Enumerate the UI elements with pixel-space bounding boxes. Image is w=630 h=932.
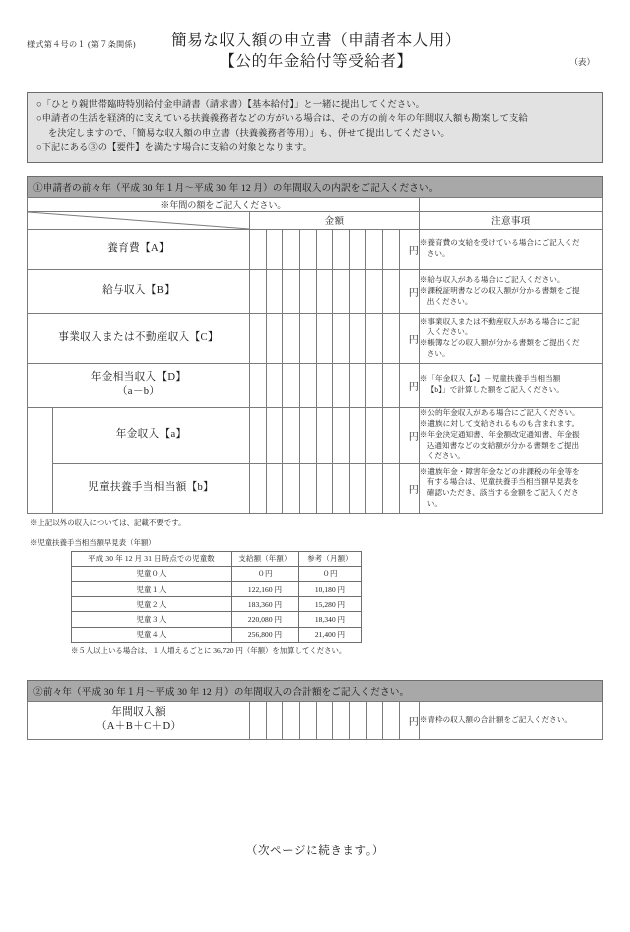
- digit-cell[interactable]: [366, 701, 383, 739]
- caution-cell-total: [419, 701, 602, 739]
- ref-header-annual: 支給額（年額）: [232, 551, 299, 566]
- total-income-label-text: 年間収入額: [111, 706, 166, 718]
- digit-cell[interactable]: [283, 363, 300, 407]
- ref-cell-label: 児童３人: [72, 612, 232, 627]
- annual-amount-note: ※年間の額をご記入ください。: [28, 197, 420, 211]
- digit-cell[interactable]: [250, 701, 267, 739]
- sub-note-row: [28, 197, 603, 211]
- digit-cell[interactable]: [300, 701, 317, 739]
- digit-cell[interactable]: [300, 363, 317, 407]
- page-footer: （次ページに続きます。）: [245, 845, 385, 857]
- digit-cell[interactable]: [250, 363, 267, 407]
- digit-cell[interactable]: [366, 269, 383, 313]
- caution-line: ※「年金収入【a】－児童扶養手当相当額: [419, 374, 561, 384]
- caution-line: ※年金決定通知書、年金額改定通知書、年金振: [419, 429, 580, 439]
- notice-box: [27, 92, 603, 163]
- caution-line: さい。: [426, 249, 450, 259]
- caution-cell-b: [419, 269, 602, 313]
- digit-cell[interactable]: [383, 407, 400, 463]
- caution-cell-a-small: [419, 407, 602, 463]
- digit-cell[interactable]: [300, 313, 317, 363]
- reference-table-block: [27, 537, 603, 656]
- notice-line-2: ○申請者の生活を経済的に支えている扶養義務者などの方がいる場合は、その方の前々年の年間収入額も勘案して支給: [36, 114, 528, 125]
- caution-line: ※養育費の支給を受けている場合にご記入くだ: [419, 238, 580, 248]
- ref-cell-annual: 183,360 円: [232, 597, 299, 612]
- digit-cell[interactable]: [250, 407, 267, 463]
- digit-cell[interactable]: [333, 363, 350, 407]
- diagonal-line-icon: [28, 212, 249, 229]
- row-label-b-text: 給与収入【B】: [102, 284, 176, 296]
- digit-cell[interactable]: [366, 407, 383, 463]
- amount-column-header: 金額: [250, 211, 420, 229]
- digit-cell[interactable]: [300, 407, 317, 463]
- digit-cell[interactable]: [333, 229, 350, 269]
- caution-line: ※給与収入がある場合にご記入ください。: [419, 274, 565, 284]
- table-row: [28, 313, 603, 363]
- digit-cell[interactable]: [383, 463, 400, 513]
- digit-cell[interactable]: [283, 313, 300, 363]
- ref-cell-label: 児童０人: [72, 566, 232, 581]
- yen-unit-a: 円: [399, 229, 419, 269]
- ref-header-children: 平成 30 年 12 月 31 日時点での児童数: [72, 551, 232, 566]
- digit-cell[interactable]: [250, 463, 267, 513]
- digit-cell[interactable]: [349, 229, 366, 269]
- digit-cell[interactable]: [366, 313, 383, 363]
- ref-cell-monthly: 10,180 円: [299, 582, 362, 597]
- row-label-a-small-text: 年金収入【a】: [115, 428, 187, 440]
- digit-cell[interactable]: [349, 363, 366, 407]
- table-row: [28, 269, 603, 313]
- table-row: [72, 627, 362, 642]
- digit-cell[interactable]: [266, 407, 283, 463]
- digit-cell[interactable]: [316, 407, 333, 463]
- section-1-band: ①申請者の前々年（平成 30 年１月～平成 30 年 12 月）の年間収入の内訳をご記入ください。: [27, 176, 603, 197]
- ref-cell-label: 児童１人: [72, 582, 232, 597]
- caution-line: ※青枠の収入額の合計額をご記入ください。: [419, 714, 573, 724]
- digit-cell[interactable]: [349, 407, 366, 463]
- digit-cell[interactable]: [266, 363, 283, 407]
- caution-line: ※事業収入または不動産収入がある場合にご記: [419, 316, 580, 326]
- caution-line: 【b】」で計算した額をご記入ください。: [426, 385, 564, 395]
- caution-cell-d: [419, 363, 602, 407]
- digit-cell[interactable]: [383, 313, 400, 363]
- form-number: 様式第４号の１ (第７条関係): [27, 40, 136, 49]
- ref-cell-monthly: 21,400 円: [299, 627, 362, 642]
- sub-note-spacer: [419, 197, 602, 211]
- digit-cell[interactable]: [349, 313, 366, 363]
- column-header-row: [28, 211, 603, 229]
- diagonal-header-cell: [28, 211, 250, 229]
- caution-line: ※課税証明書などの収入額が分かる書類をご提: [419, 285, 580, 295]
- indent-spacer: [28, 407, 53, 513]
- ref-cell-annual: 122,160 円: [232, 582, 299, 597]
- caution-line: い。: [426, 498, 443, 508]
- total-income-label: [28, 701, 250, 739]
- section-1-footnote: ※上記以外の収入については、記載不要です。: [30, 517, 186, 527]
- table-row: [72, 612, 362, 627]
- digit-cell[interactable]: [250, 269, 267, 313]
- caution-line: 込通知書などの支給額が分かる書類をご提出: [426, 440, 580, 450]
- digit-cell[interactable]: [266, 701, 283, 739]
- table-row: [72, 597, 362, 612]
- row-label-d: [28, 363, 250, 407]
- digit-cell[interactable]: [333, 269, 350, 313]
- caution-line: 入ください。: [426, 327, 473, 337]
- digit-cell[interactable]: [283, 463, 300, 513]
- caution-column-header: 注意事項: [419, 211, 602, 229]
- total-income-table: [27, 701, 603, 740]
- ref-header-monthly: 参考（月額）: [299, 551, 362, 566]
- reference-header-row: [72, 551, 362, 566]
- digit-cell[interactable]: [366, 363, 383, 407]
- row-label-a-small: [53, 407, 250, 463]
- row-label-d-formula: （a－b）: [116, 386, 161, 398]
- ref-cell-monthly: ０円: [299, 566, 362, 581]
- row-label-c: [28, 313, 250, 363]
- caution-cell-c: [419, 313, 602, 363]
- digit-cell[interactable]: [316, 229, 333, 269]
- table-row: [72, 582, 362, 597]
- total-income-body: [28, 701, 603, 739]
- income-breakdown-table: [27, 197, 603, 514]
- digit-cell[interactable]: [266, 229, 283, 269]
- digit-cell[interactable]: [333, 701, 350, 739]
- yen-unit-total: 円: [399, 701, 419, 739]
- table-row: [28, 463, 603, 513]
- income-table-body: [28, 197, 603, 513]
- digit-cell[interactable]: [366, 229, 383, 269]
- digit-cell[interactable]: [333, 313, 350, 363]
- ref-cell-monthly: 15,280 円: [299, 597, 362, 612]
- ref-cell-monthly: 18,340 円: [299, 612, 362, 627]
- digit-cell[interactable]: [300, 463, 317, 513]
- child-allowance-reference-table: [71, 551, 362, 643]
- yen-unit-d: 円: [399, 363, 419, 407]
- digit-cell[interactable]: [283, 407, 300, 463]
- caution-line: ※遺族に対して支給されるものも含まれます。: [419, 418, 580, 428]
- yen-unit-a-small: 円: [399, 407, 419, 463]
- reference-table-footnote: ※５人以上いる場合は、１人増えるごとに 36,720 円（年額）を加算してください。: [71, 645, 347, 655]
- table-row: [72, 566, 362, 581]
- section-2: [27, 680, 603, 740]
- ref-cell-label: 児童４人: [72, 627, 232, 642]
- caution-line: さい。: [426, 348, 450, 358]
- digit-cell[interactable]: [266, 269, 283, 313]
- row-label-b-small: [53, 463, 250, 513]
- digit-cell[interactable]: [316, 701, 333, 739]
- digit-cell[interactable]: [383, 701, 400, 739]
- digit-cell[interactable]: [283, 269, 300, 313]
- document-header: [27, 30, 603, 88]
- title-block: [27, 30, 603, 73]
- digit-cell[interactable]: [316, 463, 333, 513]
- caution-line: 有する場合は、児童扶養手当相当額早見表を: [426, 477, 580, 487]
- total-income-formula: （A＋B＋C＋D）: [95, 721, 182, 733]
- notice-line-2b: を決定しますので、「簡易な収入額の申立書（扶養義務者等用）」も、併せて提出してください。: [48, 128, 450, 139]
- digit-cell[interactable]: [283, 229, 300, 269]
- digit-cell[interactable]: [333, 463, 350, 513]
- row-label-b: [28, 269, 250, 313]
- table-row: [28, 701, 603, 739]
- caution-cell-a: [419, 229, 602, 269]
- digit-cell[interactable]: [349, 269, 366, 313]
- page-subtitle: 【公的年金給付等受給者】: [219, 53, 413, 71]
- caution-line: 出ください。: [426, 296, 473, 306]
- digit-cell[interactable]: [383, 269, 400, 313]
- digit-cell[interactable]: [300, 269, 317, 313]
- row-label-a: [28, 229, 250, 269]
- caution-cell-b-small: [419, 463, 602, 513]
- digit-cell[interactable]: [250, 313, 267, 363]
- section-1: [27, 176, 603, 528]
- side-mark: （表）: [569, 57, 595, 67]
- ref-cell-label: 児童２人: [72, 597, 232, 612]
- digit-cell[interactable]: [316, 269, 333, 313]
- yen-unit-b: 円: [399, 269, 419, 313]
- notice-line-3: ○下記にある③の【要件】を満たす場合に支給の対象となります。: [36, 143, 312, 154]
- caution-line: ※公的年金収入がある場合にご記入ください。: [419, 408, 580, 418]
- caution-line: ください。: [426, 451, 465, 461]
- digit-cell[interactable]: [266, 463, 283, 513]
- page-title: 簡易な収入額の申立書（申請者本人用）: [171, 32, 461, 49]
- digit-cell[interactable]: [316, 313, 333, 363]
- digit-cell[interactable]: [300, 229, 317, 269]
- table-row: [28, 407, 603, 463]
- ref-cell-annual: 220,080 円: [232, 612, 299, 627]
- row-label-a-text: 養育費【A】: [107, 242, 170, 254]
- digit-cell[interactable]: [316, 363, 333, 407]
- notice-line-1: ○「ひとり親世帯臨時特別給付金申請書（請求書）【基本給付】」と一緒に提出してください。: [36, 100, 425, 110]
- reference-table-body: [72, 551, 362, 642]
- table-row: [28, 363, 603, 407]
- digit-cell[interactable]: [366, 463, 383, 513]
- row-label-c-text: 事業収入または不動産収入【C】: [58, 331, 219, 343]
- digit-cell[interactable]: [333, 407, 350, 463]
- caution-line: ※帳簿などの収入額が分かる書類をご提出くだ: [419, 338, 580, 348]
- table-row: [28, 229, 603, 269]
- yen-unit-b-small: 円: [399, 463, 419, 513]
- ref-cell-annual: ０円: [232, 566, 299, 581]
- section-2-band: ②前々年（平成 30 年１月～平成 30 年 12 月）の年間収入の合計額をご記入ください。: [27, 680, 603, 701]
- digit-cell[interactable]: [383, 363, 400, 407]
- reference-table-caption: ※児童扶養手当相当額早見表（年額）: [30, 537, 156, 547]
- digit-cell[interactable]: [283, 701, 300, 739]
- caution-line: 確認いただき、該当する金額をご記入くださ: [426, 488, 579, 498]
- digit-cell[interactable]: [266, 313, 283, 363]
- row-label-d-text: 年金相当収入【D】: [90, 371, 187, 383]
- ref-cell-annual: 256,800 円: [232, 627, 299, 642]
- yen-unit-c: 円: [399, 313, 419, 363]
- digit-cell[interactable]: [250, 229, 267, 269]
- row-label-b-small-text: 児童扶養手当相当額【b】: [88, 481, 215, 493]
- digit-cell[interactable]: [383, 229, 400, 269]
- digit-cell[interactable]: [349, 701, 366, 739]
- caution-line: ※遺族年金・障害年金などの非課税の年金等を: [419, 466, 580, 476]
- digit-cell[interactable]: [349, 463, 366, 513]
- document-page: [0, 30, 630, 932]
